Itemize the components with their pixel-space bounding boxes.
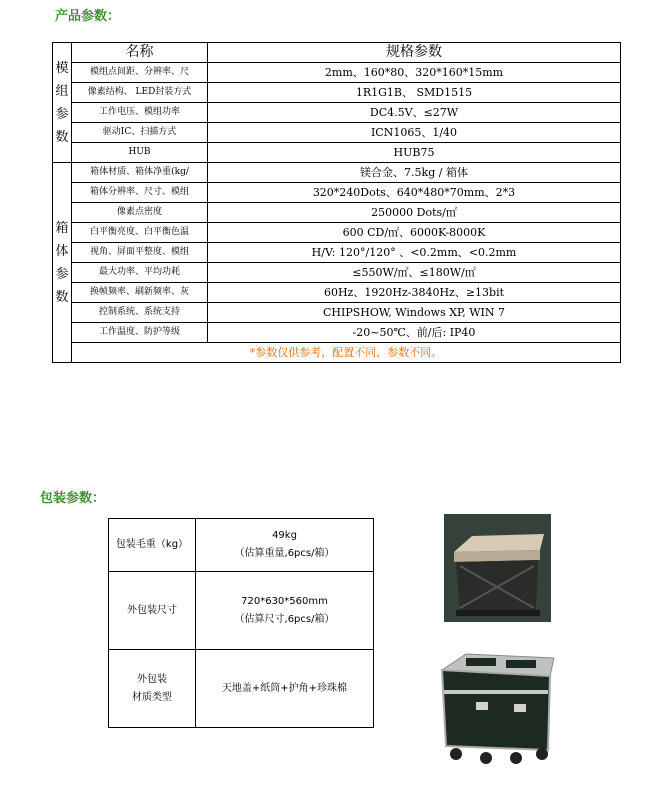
value-text: 720*630*560mm bbox=[241, 595, 328, 607]
value-note: （估算尺寸,6pcs/箱） bbox=[234, 613, 335, 625]
packing-value bbox=[196, 650, 374, 728]
key-text: 外包装 bbox=[137, 673, 167, 685]
row-name: 换帧频率、刷新频率、灰 bbox=[72, 283, 208, 303]
group-char: 参 bbox=[55, 106, 69, 122]
group-char: 箱 bbox=[55, 220, 69, 236]
key-text: 包装毛重（kg） bbox=[115, 539, 189, 550]
spec-header-row bbox=[53, 43, 621, 63]
table-row bbox=[53, 103, 621, 123]
row-name: 模组点间距、分辨率、尺 bbox=[72, 63, 208, 83]
packing-box-photo bbox=[444, 514, 551, 622]
table-row bbox=[53, 123, 621, 143]
row-value: HUB75 bbox=[208, 143, 621, 163]
table-row bbox=[53, 143, 621, 163]
flight-case-photo bbox=[436, 650, 559, 765]
table-row bbox=[53, 183, 621, 203]
row-value: 60Hz、1920Hz-3840Hz、≥13bit bbox=[208, 283, 621, 303]
row-name: 像素结构、 LED封装方式 bbox=[72, 83, 208, 103]
packing-table bbox=[108, 518, 374, 728]
group-char: 数 bbox=[55, 289, 69, 305]
row-value: 250000 Dots/㎡ bbox=[208, 203, 621, 223]
row-name: HUB bbox=[72, 143, 208, 163]
header-name: 名称 bbox=[72, 43, 208, 63]
key-text: 材质类型 bbox=[132, 691, 172, 703]
row-name: 最大功率、平均功耗 bbox=[72, 263, 208, 283]
row-value: DC4.5V、≤27W bbox=[208, 103, 621, 123]
table-row bbox=[53, 283, 621, 303]
packing-value bbox=[196, 519, 374, 572]
module-group-label bbox=[53, 43, 72, 163]
row-value: -20~50℃、前/后: IP40 bbox=[208, 323, 621, 343]
packing-key bbox=[109, 572, 196, 650]
row-value: 1R1G1B、 SMD1515 bbox=[208, 83, 621, 103]
row-name: 控制系统、系统支持 bbox=[72, 303, 208, 323]
header-value: 规格参数 bbox=[208, 43, 621, 63]
value-text: 49kg bbox=[272, 530, 297, 541]
row-name: 箱体分辨率、尺寸、模组 bbox=[72, 183, 208, 203]
table-row bbox=[53, 63, 621, 83]
row-value: 320*240Dots、640*480*70mm、2*3 bbox=[208, 183, 621, 203]
row-name: 工作温度、防护等级 bbox=[72, 323, 208, 343]
spec-table bbox=[52, 42, 621, 363]
table-row bbox=[53, 303, 621, 323]
row-name: 白平衡亮度、白平衡色温 bbox=[72, 223, 208, 243]
row-name: 视角、屏面平整度、模组 bbox=[72, 243, 208, 263]
table-row bbox=[53, 223, 621, 243]
packing-key bbox=[109, 519, 196, 572]
row-value: 2mm、160*80、320*160*15mm bbox=[208, 63, 621, 83]
row-value: CHIPSHOW, Windows XP, WIN 7 bbox=[208, 303, 621, 323]
row-value: H/V: 120°/120° 、<0.2mm、<0.2mm bbox=[208, 243, 621, 263]
product-params-title: 产品参数： bbox=[55, 9, 121, 24]
row-value: 镁合金、7.5kg / 箱体 bbox=[208, 163, 621, 183]
row-value: ≤550W/㎡、≤180W/㎡ bbox=[208, 263, 621, 283]
row-value: 600 CD/㎡、6000K-8000K bbox=[208, 223, 621, 243]
group-char: 体 bbox=[55, 243, 69, 259]
group-char: 数 bbox=[55, 129, 69, 145]
key-text: 外包装尺寸 bbox=[127, 604, 177, 616]
table-row bbox=[53, 83, 621, 103]
table-row bbox=[109, 650, 374, 728]
group-char: 组 bbox=[55, 83, 69, 99]
table-row bbox=[53, 263, 621, 283]
packing-key bbox=[109, 650, 196, 728]
table-row bbox=[109, 572, 374, 650]
row-name: 箱体材质、箱体净重(kg/ bbox=[72, 163, 208, 183]
disclaimer-note: *参数仅供参考，配置不同，参数不同。 bbox=[72, 343, 621, 363]
packing-params-title: 包装参数： bbox=[40, 491, 106, 506]
table-row bbox=[53, 243, 621, 263]
packing-value bbox=[196, 572, 374, 650]
table-row bbox=[109, 519, 374, 572]
row-name: 工作电压、模组功率 bbox=[72, 103, 208, 123]
row-name: 像素点密度 bbox=[72, 203, 208, 223]
group-char: 参 bbox=[55, 266, 69, 282]
value-text: 天地盖+纸筒+护角+珍珠棉 bbox=[221, 682, 348, 694]
note-row bbox=[53, 343, 621, 363]
table-row bbox=[53, 163, 621, 183]
row-value: ICN1065、1/40 bbox=[208, 123, 621, 143]
table-row bbox=[53, 323, 621, 343]
row-name: 驱动IC、扫描方式 bbox=[72, 123, 208, 143]
cabinet-group-label bbox=[53, 163, 72, 363]
table-row bbox=[53, 203, 621, 223]
group-char: 模 bbox=[55, 60, 69, 76]
value-note: （估算重量,6pcs/箱） bbox=[234, 548, 335, 559]
